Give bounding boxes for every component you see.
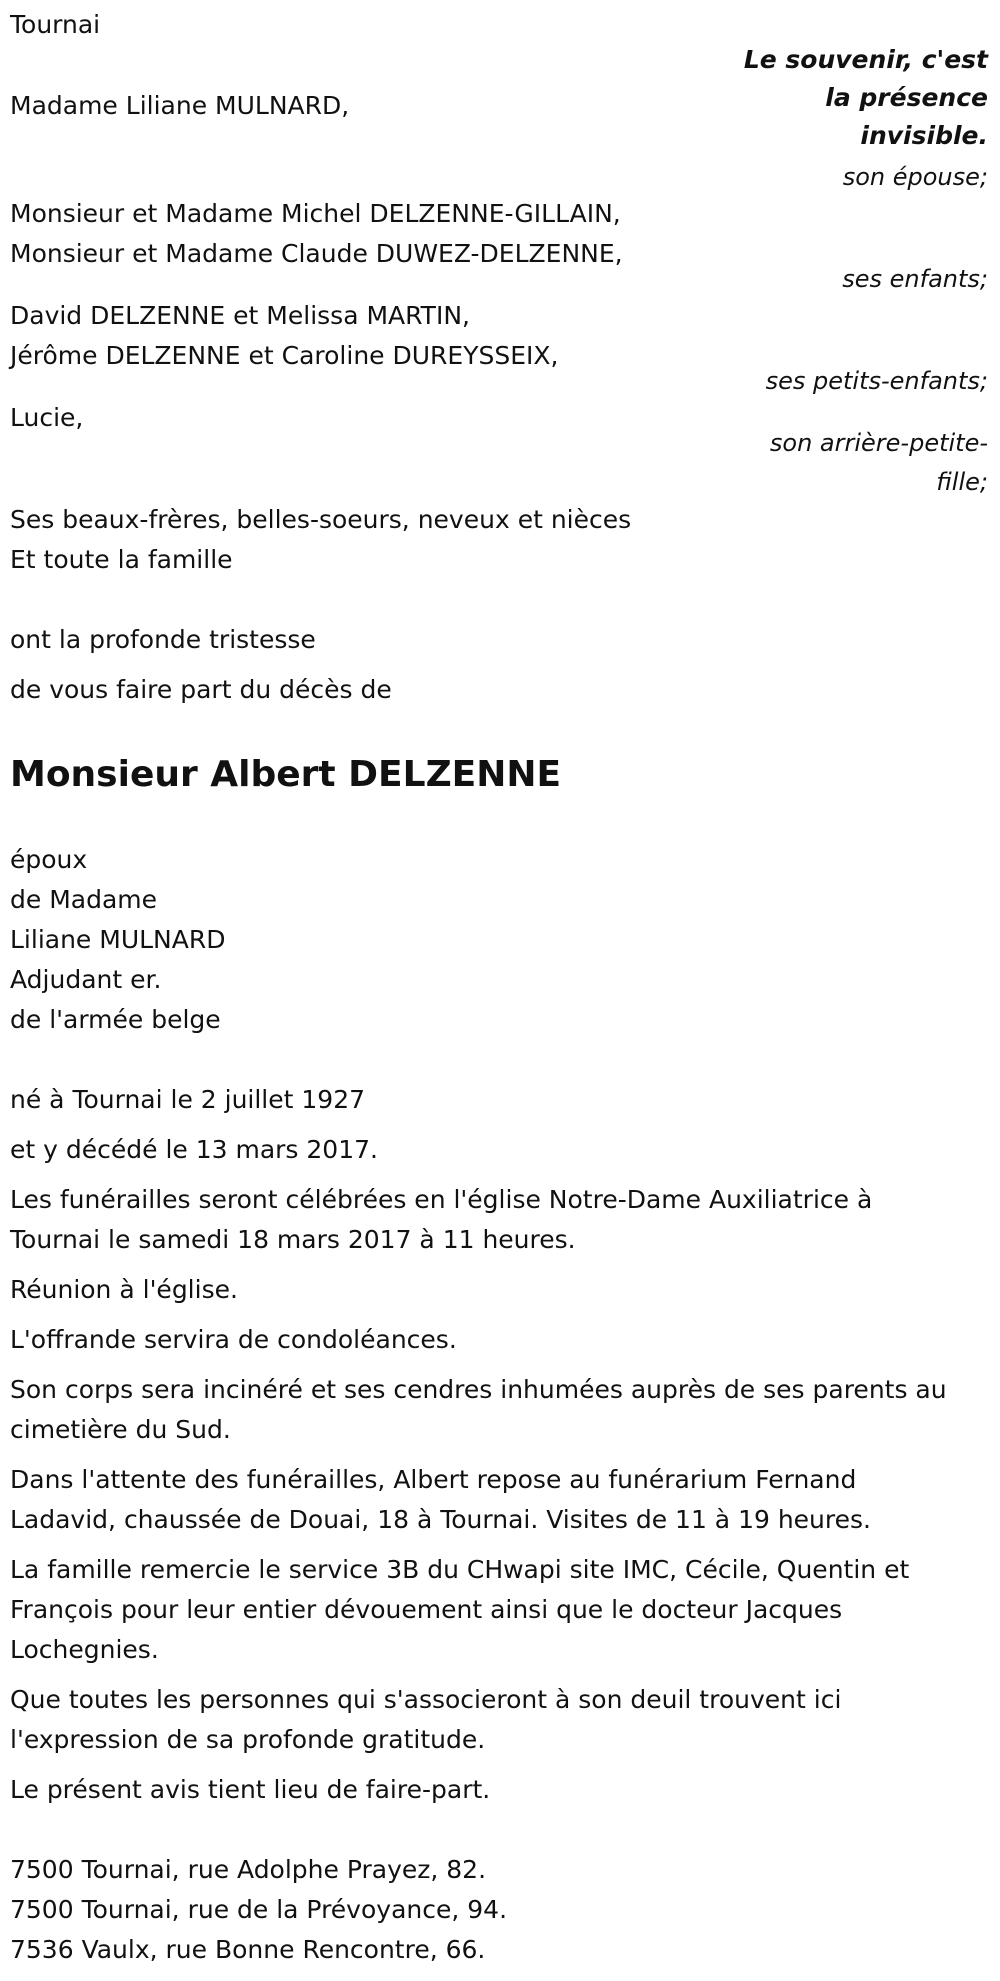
city-heading: Tournai (10, 10, 101, 39)
announcement-line: de vous faire part du décès de (10, 675, 392, 704)
great-grandchild-role: son arrière-petite- (769, 429, 988, 457)
relatives-line: Ses beaux-frères, belles-soeurs, neveux et nièces (10, 505, 632, 534)
deceased-detail: Liliane MULNARD (10, 925, 226, 954)
quote-line: la présence (825, 83, 988, 112)
deceased-detail: époux (10, 845, 88, 874)
grandchild-entry: David DELZENNE et Melissa MARTIN, (10, 301, 470, 330)
child-entry: Monsieur et Madame Michel DELZENNE-GILLAIN, (10, 199, 621, 228)
offering-paragraph: L'offrande servira de condoléances. (10, 1325, 457, 1354)
deceased-detail: de l'armée belge (10, 1005, 221, 1034)
address-line: 7500 Tournai, rue Adolphe Prayez, 82. (10, 1855, 487, 1884)
child-entry: Monsieur et Madame Claude DUWEZ-DELZENNE, (10, 239, 623, 268)
epigraph-quote (744, 41, 988, 155)
quote-line: Le souvenir, c'est (743, 45, 988, 74)
spouse-name: Madame Liliane MULNARD, (10, 91, 350, 120)
birth-info: né à Tournai le 2 juillet 1927 (10, 1085, 366, 1114)
funeral-paragraph: Les funérailles seront célébrées en l'église Notre-Dame Auxiliatrice à Tournai le samedi 18 mars 2017 à 11 heures. (10, 1185, 873, 1254)
children-role: ses enfants; (842, 265, 988, 293)
relatives-line: Et toute la famille (10, 545, 233, 574)
thanks-paragraph: La famille remercie le service 3B du CHwapi site IMC, Cécile, Quentin et François pour leur entier dévouement ainsi que le docteur Jacques Lochegnies. (10, 1555, 910, 1664)
gratitude-paragraph: Que toutes les personnes qui s'associeront à son deuil trouvent ici l'expression de sa profonde gratitude. (10, 1685, 842, 1754)
deceased-detail: Adjudant er. (10, 965, 162, 994)
grandchild-entry: Jérôme DELZENNE et Caroline DUREYSSEIX, (10, 341, 559, 370)
spouse-role: son épouse; (842, 163, 988, 191)
address-line: 7536 Vaulx, rue Bonne Rencontre, 66. (10, 1935, 486, 1964)
deceased-detail: de Madame (10, 885, 158, 914)
cremation-paragraph: Son corps sera incinéré et ses cendres inhumées auprès de ses parents au cimetière du Sud. (10, 1375, 947, 1444)
death-info: et y décédé le 13 mars 2017. (10, 1135, 378, 1164)
notice-paragraph: Le présent avis tient lieu de faire-part. (10, 1775, 491, 1804)
visitation-paragraph: Dans l'attente des funérailles, Albert repose au funérarium Fernand Ladavid, chaussée de Douai, 18 à Tournai. Visites de 11 à 19 heures. (10, 1465, 871, 1534)
quote-line: invisible. (860, 121, 988, 150)
reunion-paragraph: Réunion à l'église. (10, 1275, 238, 1304)
great-grandchild-role-cont: fille; (936, 468, 988, 496)
great-grandchild-name: Lucie, (10, 403, 84, 432)
grandchildren-role: ses petits-enfants; (765, 367, 988, 395)
deceased-name: Monsieur Albert DELZENNE (10, 754, 562, 795)
announcement-line: ont la profonde tristesse (10, 625, 316, 654)
address-line: 7500 Tournai, rue de la Prévoyance, 94. (10, 1895, 508, 1924)
